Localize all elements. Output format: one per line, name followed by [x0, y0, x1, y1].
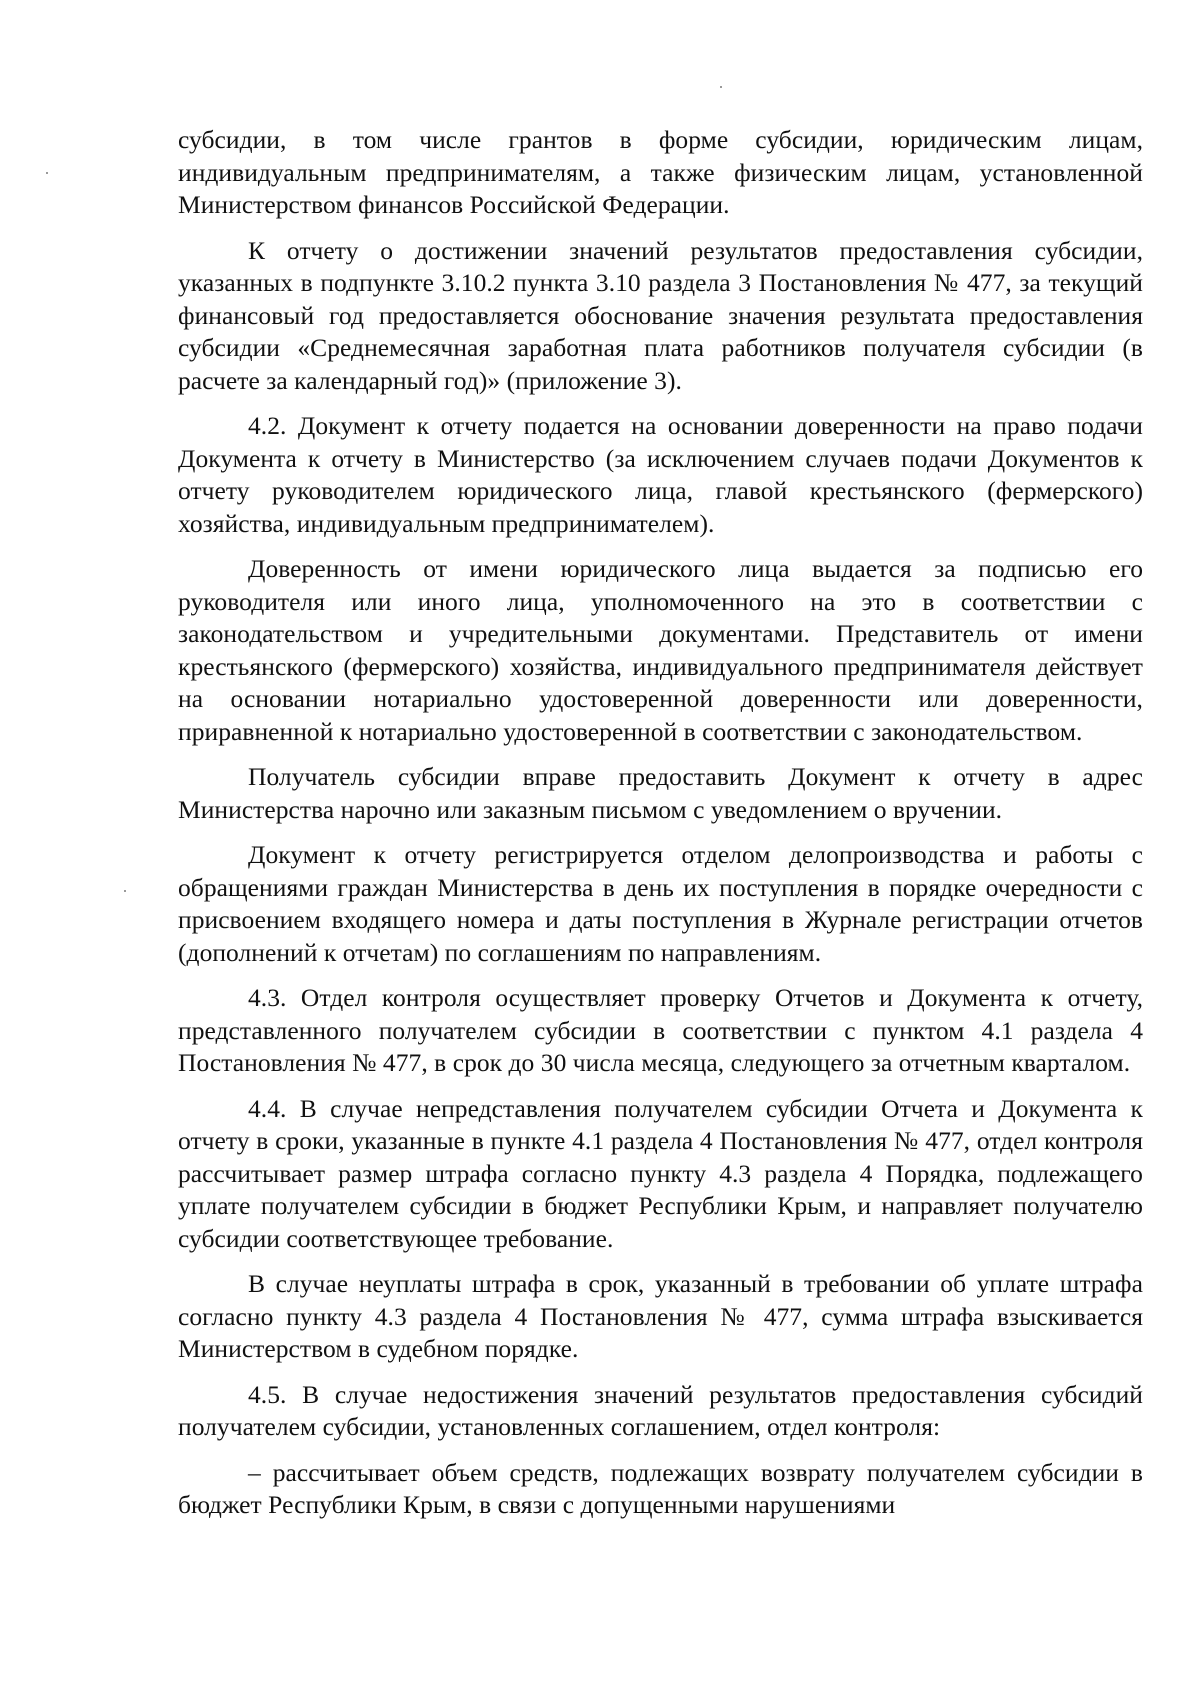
paragraph-subsidy-continuation: субсидии, в том числе грантов в форме субсидии, юридическим лицам, индивидуальным предпринимателям, а также физическим лицам, установленной Министерством финансов Российской Федерации. [178, 125, 1143, 219]
paragraph-refund-calculation: – рассчитывает объем средств, подлежащих возврату получателем субсидии в бюджет Республики Крым, в связи с допущенными нарушениями [178, 1457, 1143, 1519]
paragraph-registration: Документ к отчету регистрируется отделом делопроизводства и работы с обращениями граждан Министерства в день их поступления в порядке очередности с присвоением входящего номера и даты поступления в Журнале регистрации отчетов (дополнений к отчетам) по соглашениям по направлениям. [178, 840, 1143, 967]
paragraph-4-3: 4.3. Отдел контроля осуществляет проверку Отчетов и Документа к отчету, представленного получателем субсидии в соответствии с пунктом 4.1 раздела 4 Постановления № 477, в срок до 30 числа месяца, следующего за отчетным кварталом. [178, 983, 1143, 1077]
paragraph-4-2: 4.2. Документ к отчету подается на основании доверенности на право подачи Документа к отчету в Министерство (за исключением случаев подачи Документов к отчету руководителем юридического лица, главой крестьянского (фермерского) хозяйства, индивидуальным предпринимателем). [178, 411, 1143, 538]
scan-dot-left [46, 172, 48, 174]
paragraph-4-5: 4.5. В случае недостижения значений результатов предоставления субсидий получателем субсидии, установленных соглашением, отдел контроля: [178, 1379, 1143, 1441]
scan-dot-top [720, 86, 722, 88]
paragraph-power-of-attorney: Доверенность от имени юридического лица выдается за подписью его руководителя или иного лица, уполномоченного на это в соответствии с законодательством и учредительными документами. Представитель от имени крестьянского (фермерского) хозяйства, индивидуального предпринимателя действует на основании нотариально удостоверенной доверенности или доверенности, приравненной к нотариально удостоверенной в соответствии с законодательством. [178, 554, 1143, 746]
paragraph-report-justification: К отчету о достижении значений результатов предоставления субсидии, указанных в подпункте 3.10.2 пункта 3.10 раздела 3 Постановления № 477, за текущий финансовый год предоставляется обоснование значения результата предоставления субсидии «Среднемесячная заработная плата работников получателя субсидии (в расчете за календарный год)» (приложение 3). [178, 235, 1143, 395]
scan-dot-left-lower [124, 890, 126, 892]
paragraph-submission-method: Получатель субсидии вправе предоставить Документ к отчету в адрес Министерства нарочно или заказным письмом с уведомлением о вручении. [178, 762, 1143, 824]
document-page [178, 124, 1143, 1535]
paragraph-fine-nonpayment: В случае неуплаты штрафа в срок, указанный в требовании об уплате штрафа согласно пункту 4.3 раздела 4 Постановления № 477, сумма штрафа взыскивается Министерством в судебном порядке. [178, 1269, 1143, 1363]
paragraph-4-4: 4.4. В случае непредставления получателем субсидии Отчета и Документа к отчету в сроки, указанные в пункте 4.1 раздела 4 Постановления № 477, отдел контроля рассчитывает размер штрафа согласно пункту 4.3 раздела 4 Порядка, подлежащего уплате получателем субсидии в бюджет Республики Крым, и направляет получателю субсидии соответствующее требование. [178, 1093, 1143, 1253]
